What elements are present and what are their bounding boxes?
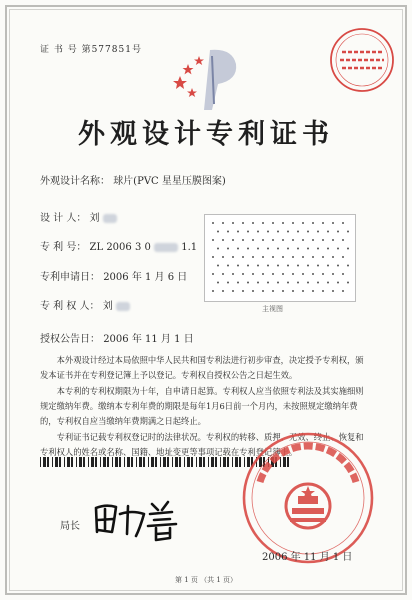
barcode-bar bbox=[71, 457, 73, 467]
pattern-star bbox=[262, 290, 264, 292]
grant-date-label: 授权公告日： bbox=[40, 334, 100, 345]
pattern-star bbox=[242, 239, 244, 241]
pattern-star bbox=[217, 265, 219, 267]
barcode-bar bbox=[115, 457, 118, 467]
pattern-star bbox=[282, 273, 284, 275]
pattern-star bbox=[287, 231, 289, 233]
pattern-star bbox=[347, 265, 349, 267]
patent-number-prefix: ZL 2006 3 0 bbox=[89, 242, 151, 253]
barcode-bar bbox=[136, 457, 137, 467]
pattern-star bbox=[257, 231, 259, 233]
pattern-star bbox=[292, 273, 294, 275]
state-seal-icon bbox=[238, 428, 378, 568]
pattern-star bbox=[342, 222, 344, 224]
pattern-star bbox=[282, 290, 284, 292]
certificate-number: 证 书 号 第577851号 bbox=[40, 45, 142, 55]
pattern-star bbox=[242, 256, 244, 258]
barcode-bar bbox=[223, 457, 226, 467]
barcode-bar bbox=[139, 457, 142, 467]
barcode-bar bbox=[227, 457, 229, 467]
pattern-star bbox=[242, 273, 244, 275]
barcode-bar bbox=[59, 457, 61, 467]
director-label: 局长 bbox=[60, 521, 80, 532]
pattern-star bbox=[307, 282, 309, 284]
pattern-star bbox=[337, 248, 339, 250]
redacted-block bbox=[154, 243, 178, 252]
pattern-star bbox=[247, 231, 249, 233]
pattern-star bbox=[312, 273, 314, 275]
pattern-star bbox=[292, 222, 294, 224]
barcode-bar bbox=[187, 457, 190, 467]
certificate-title: 外观设计专利证书 bbox=[78, 119, 334, 150]
pattern-star bbox=[277, 282, 279, 284]
pattern-star bbox=[342, 273, 344, 275]
barcode-bar bbox=[40, 457, 41, 467]
pattern-star bbox=[262, 273, 264, 275]
barcode-bar bbox=[95, 457, 97, 467]
barcode-bar bbox=[163, 457, 166, 467]
pattern-star bbox=[272, 256, 274, 258]
pattern-star bbox=[242, 290, 244, 292]
patentee-row bbox=[40, 297, 130, 312]
pattern-star bbox=[322, 290, 324, 292]
pattern-star bbox=[267, 231, 269, 233]
barcode-bar bbox=[184, 457, 185, 467]
patent-number-suffix: 1.1 bbox=[181, 242, 198, 253]
pattern-star bbox=[217, 248, 219, 250]
pattern-star bbox=[212, 222, 214, 224]
barcode-bar bbox=[199, 457, 202, 467]
pattern-star bbox=[282, 222, 284, 224]
pattern-star bbox=[292, 256, 294, 258]
issue-date: 2006 年 11 月 1 日 bbox=[262, 552, 353, 563]
pattern-star bbox=[302, 290, 304, 292]
barcode-bar bbox=[43, 457, 46, 467]
pattern-star bbox=[322, 256, 324, 258]
patent-number-label: 专 利 号： bbox=[40, 242, 87, 253]
barcode-bar bbox=[55, 457, 58, 467]
pattern-star bbox=[342, 290, 344, 292]
designer-row bbox=[40, 209, 117, 224]
pattern-star bbox=[292, 290, 294, 292]
pattern-star bbox=[302, 273, 304, 275]
pattern-star bbox=[297, 231, 299, 233]
barcode-bar bbox=[215, 457, 217, 467]
barcode-bar bbox=[88, 457, 89, 467]
pattern-star bbox=[302, 239, 304, 241]
barcode-bar bbox=[64, 457, 65, 467]
barcode-bar bbox=[208, 457, 209, 467]
pattern-star bbox=[262, 239, 264, 241]
design-figure bbox=[204, 214, 356, 302]
pattern-star bbox=[252, 256, 254, 258]
pattern-star bbox=[277, 231, 279, 233]
pattern-star bbox=[232, 290, 234, 292]
pattern-star bbox=[227, 248, 229, 250]
pattern-star bbox=[337, 231, 339, 233]
pattern-star bbox=[222, 239, 224, 241]
pattern-star bbox=[222, 222, 224, 224]
pattern-star bbox=[317, 231, 319, 233]
barcode-bar bbox=[52, 457, 53, 467]
barcode-bar bbox=[160, 457, 161, 467]
pattern-star bbox=[347, 282, 349, 284]
patent-number-row bbox=[40, 238, 197, 253]
redacted-block bbox=[103, 214, 117, 223]
pattern-star bbox=[232, 256, 234, 258]
pattern-star bbox=[227, 231, 229, 233]
design-name-value: 球片(PVC 星星压膜图案) bbox=[113, 176, 226, 187]
pattern-star bbox=[337, 265, 339, 267]
pattern-star bbox=[257, 282, 259, 284]
pattern-star bbox=[252, 222, 254, 224]
barcode-bar bbox=[148, 457, 149, 467]
barcode-bar bbox=[196, 457, 197, 467]
pattern-star bbox=[237, 248, 239, 250]
barcode-bar bbox=[143, 457, 145, 467]
barcode-bar bbox=[191, 457, 193, 467]
pattern-star bbox=[272, 239, 274, 241]
designer-label: 设 计 人： bbox=[40, 213, 87, 224]
director-signature bbox=[92, 494, 192, 544]
pattern-star bbox=[277, 248, 279, 250]
pattern-star bbox=[317, 282, 319, 284]
paragraph-1: 本外观设计经过本局依照中华人民共和国专利法进行初步审查，决定授予专利权，颁发本证书并在专利登记簿上予以登记。专利权自授权公告之日起生效。 bbox=[40, 355, 364, 380]
patentee-label: 专 利 权 人： bbox=[40, 301, 100, 312]
pattern-star bbox=[332, 273, 334, 275]
design-name-row bbox=[40, 172, 226, 187]
barcode-bar bbox=[179, 457, 181, 467]
pattern-star bbox=[227, 282, 229, 284]
pattern-star bbox=[347, 248, 349, 250]
pattern-star bbox=[217, 282, 219, 284]
pattern-star bbox=[282, 256, 284, 258]
official-seal-top-icon bbox=[328, 26, 396, 94]
filing-date-value: 2006 年 1 月 6 日 bbox=[103, 272, 188, 283]
pattern-star bbox=[302, 256, 304, 258]
grant-date-value: 2006 年 11 月 1 日 bbox=[103, 334, 194, 345]
pattern-star bbox=[287, 265, 289, 267]
pattern-star bbox=[312, 256, 314, 258]
pattern-star bbox=[322, 222, 324, 224]
barcode-bar bbox=[100, 457, 101, 467]
pattern-star bbox=[292, 239, 294, 241]
pattern-star bbox=[322, 273, 324, 275]
pattern-star bbox=[267, 248, 269, 250]
pattern-star bbox=[212, 273, 214, 275]
pattern-star bbox=[302, 222, 304, 224]
barcode-bar bbox=[47, 457, 49, 467]
barcode-bar bbox=[127, 457, 130, 467]
barcode-bar bbox=[232, 457, 233, 467]
pattern-star bbox=[307, 265, 309, 267]
pattern-star bbox=[327, 282, 329, 284]
pattern-star bbox=[262, 256, 264, 258]
pattern-star bbox=[322, 239, 324, 241]
barcode-bar bbox=[172, 457, 173, 467]
barcode-bar bbox=[107, 457, 109, 467]
pattern-star bbox=[297, 248, 299, 250]
pattern-star bbox=[237, 282, 239, 284]
pattern-star bbox=[267, 265, 269, 267]
pattern-star bbox=[312, 239, 314, 241]
pattern-star bbox=[262, 222, 264, 224]
pattern-star bbox=[272, 273, 274, 275]
barcode-bar bbox=[103, 457, 106, 467]
pattern-star bbox=[237, 265, 239, 267]
barcode-bar bbox=[167, 457, 169, 467]
pattern-star bbox=[332, 290, 334, 292]
barcode-bar bbox=[112, 457, 113, 467]
pattern-star bbox=[212, 239, 214, 241]
pattern-star bbox=[272, 290, 274, 292]
pattern-star bbox=[272, 222, 274, 224]
pattern-star bbox=[342, 239, 344, 241]
pattern-star bbox=[332, 256, 334, 258]
pattern-star bbox=[247, 282, 249, 284]
barcode-bar bbox=[151, 457, 154, 467]
barcode-bar bbox=[203, 457, 205, 467]
paragraph-3: 专利证书记载专利权登记时的法律状况。专利权的转移、质押、无效、终止、恢复和专利权人的姓名或名称、国籍、地址变更等事项记载在专利登记簿上。 bbox=[40, 432, 364, 457]
pattern-star bbox=[232, 239, 234, 241]
pattern-star bbox=[212, 290, 214, 292]
pattern-star bbox=[237, 231, 239, 233]
barcode-bar bbox=[67, 457, 70, 467]
pattern-star bbox=[257, 265, 259, 267]
pattern-star bbox=[227, 265, 229, 267]
pattern-star bbox=[267, 282, 269, 284]
barcode-bar bbox=[83, 457, 85, 467]
pattern-star bbox=[222, 290, 224, 292]
pattern-star bbox=[282, 239, 284, 241]
pattern-star bbox=[232, 273, 234, 275]
barcode-bar bbox=[119, 457, 121, 467]
pattern-star bbox=[242, 222, 244, 224]
pattern-star bbox=[252, 273, 254, 275]
pattern-star bbox=[232, 222, 234, 224]
patentee-value: 刘 bbox=[102, 301, 113, 312]
barcode-bar bbox=[76, 457, 77, 467]
pattern-star bbox=[247, 265, 249, 267]
designer-value: 刘 bbox=[89, 213, 100, 224]
pattern-star bbox=[327, 231, 329, 233]
pattern-star bbox=[332, 222, 334, 224]
pattern-star bbox=[247, 248, 249, 250]
pattern-star bbox=[212, 256, 214, 258]
pattern-star bbox=[277, 265, 279, 267]
barcode-bar bbox=[220, 457, 221, 467]
pattern-star bbox=[252, 290, 254, 292]
pattern-star bbox=[297, 282, 299, 284]
pattern-star bbox=[297, 265, 299, 267]
filing-date-row bbox=[40, 268, 187, 283]
pattern-star bbox=[332, 239, 334, 241]
redacted-block bbox=[116, 302, 130, 311]
filing-date-label: 专利申请日： bbox=[40, 272, 100, 283]
pattern-star bbox=[337, 282, 339, 284]
grant-date-row bbox=[40, 330, 194, 345]
figure-caption: 主视图 bbox=[262, 305, 283, 313]
pattern-star bbox=[217, 231, 219, 233]
barcode-bar bbox=[124, 457, 125, 467]
pattern-star bbox=[222, 256, 224, 258]
pattern-star bbox=[287, 282, 289, 284]
pattern-star bbox=[327, 265, 329, 267]
pattern-star bbox=[252, 239, 254, 241]
pattern-star bbox=[317, 265, 319, 267]
barcode-bar bbox=[131, 457, 133, 467]
patent-office-emblem-icon bbox=[172, 40, 246, 114]
pattern-star bbox=[317, 248, 319, 250]
barcode-bar bbox=[91, 457, 94, 467]
pattern-star bbox=[312, 222, 314, 224]
barcode-bar bbox=[211, 457, 214, 467]
barcode-bar bbox=[79, 457, 82, 467]
pattern-star bbox=[307, 248, 309, 250]
barcode-bar bbox=[155, 457, 157, 467]
design-name-label: 外观设计名称： bbox=[40, 176, 110, 187]
pattern-star bbox=[287, 248, 289, 250]
pattern-star bbox=[257, 248, 259, 250]
pattern-star bbox=[327, 248, 329, 250]
pattern-star bbox=[347, 231, 349, 233]
page-number: 第 1 页 （共 1 页） bbox=[174, 576, 238, 584]
pattern-star bbox=[307, 231, 309, 233]
pattern-star bbox=[312, 290, 314, 292]
barcode-bar bbox=[175, 457, 178, 467]
pattern-star bbox=[342, 256, 344, 258]
paragraph-2: 本专利的专利权期限为十年，自申请日起算。专利权人应当依照专利法及其实施细则规定缴纳年费。缴纳本专利年费的期限是每年1月6日前一个月内，未按照规定缴纳年费的，专利权自应当缴纳年费期满之日起终止。 bbox=[40, 386, 364, 426]
pattern-star bbox=[222, 273, 224, 275]
